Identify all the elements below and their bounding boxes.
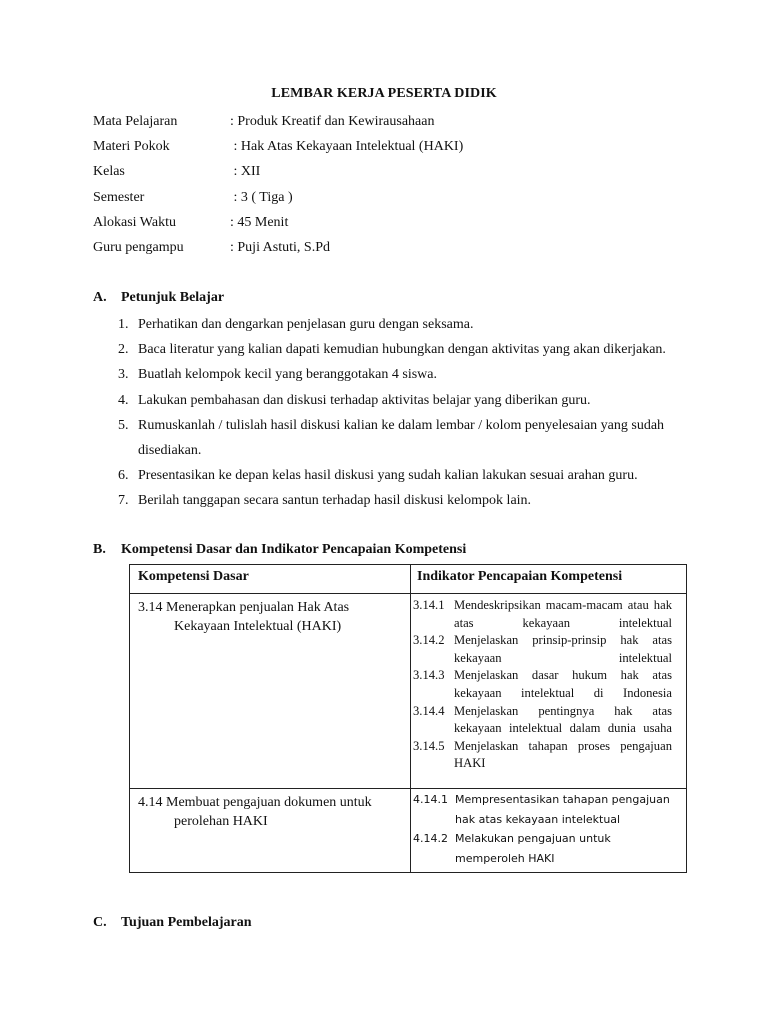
competency-line: 3.14 Menerapkan penjualan Hak Atas <box>138 600 350 615</box>
list-number: 4. <box>118 392 129 408</box>
indicator-item <box>413 790 682 829</box>
indicator-code: 3.14.5 <box>413 738 445 753</box>
instruction-list <box>118 312 698 514</box>
meta-label: Semester <box>93 189 145 205</box>
section-letter: B. <box>93 542 106 557</box>
list-text: Presentasikan ke depan kelas hasil diskusi yang sudah kalian lakukan sesuai arahan guru. <box>138 468 638 484</box>
table-header: Kompetensi Dasar <box>130 565 411 594</box>
meta-row <box>93 238 463 263</box>
meta-value: : Produk Kreatif dan Kewirausahaan <box>230 114 435 129</box>
indicator-item <box>413 667 672 702</box>
list-item <box>118 388 698 413</box>
list-number: 1. <box>118 317 129 332</box>
meta-block <box>93 112 463 263</box>
competency-line: 4.14 Membuat pengajuan dokumen untuk <box>138 795 372 810</box>
meta-label: Materi Pokok <box>93 139 170 155</box>
list-text: Rumuskanlah / tulislah hasil diskusi kalian ke dalam lembar / kolom penyelesaian yang sudah disediakan. <box>138 417 665 459</box>
indicator-text: Mendeskripsikan macam-macam atau hak atas kekayaan intelektual <box>454 598 672 630</box>
section-title: Tujuan Pembelajaran <box>121 915 252 930</box>
indicator-text: Mempresentasikan tahapan pengajuan hak atas kekayaan intelektual <box>455 793 670 826</box>
indicator-list <box>411 789 686 872</box>
list-item <box>118 337 698 362</box>
meta-row <box>93 112 463 137</box>
meta-label: Alokasi Waktu <box>93 214 176 230</box>
indicator-text: Menjelaskan tahapan proses pengajuan HAKI <box>454 738 672 771</box>
list-item <box>118 312 698 337</box>
indicator-code: 3.14.1 <box>413 598 445 612</box>
section-a-heading <box>93 288 224 307</box>
meta-value: : 3 ( Tiga ) <box>230 189 293 205</box>
indicator-code: 4.14.2 <box>413 832 448 845</box>
list-item <box>118 362 698 387</box>
indicator-code: 3.14.4 <box>413 703 445 718</box>
list-number: 2. <box>118 342 129 358</box>
list-number: 3. <box>118 367 129 383</box>
indicator-text: Menjelaskan prinsip-prinsip hak atas kekayaan intelektual <box>454 633 672 665</box>
indicator-item <box>413 703 672 738</box>
meta-label: Kelas <box>93 164 125 180</box>
competency-line: perolehan HAKI <box>174 814 268 829</box>
competency-line: Kekayaan Intelektual (HAKI) <box>174 619 342 634</box>
meta-value: : XII <box>230 164 261 180</box>
indicator-code: 3.14.2 <box>413 633 445 648</box>
meta-label: Guru pengampu <box>93 239 184 255</box>
list-item <box>118 463 698 488</box>
meta-value: : 45 Menit <box>230 214 289 230</box>
section-title: Kompetensi Dasar dan Indikator Pencapaian Kompetensi <box>121 542 467 557</box>
competency-table <box>129 564 687 873</box>
section-letter: C. <box>93 915 107 930</box>
meta-row <box>93 137 463 162</box>
indicator-item <box>413 738 672 773</box>
list-item <box>118 488 698 513</box>
table-cell <box>130 789 411 873</box>
list-number: 7. <box>118 493 129 509</box>
section-b-heading <box>93 540 466 559</box>
section-c-heading <box>93 913 252 932</box>
list-text: Buatlah kelompok kecil yang beranggotakan 4 siswa. <box>138 367 437 383</box>
document-title: LEMBAR KERJA PESERTA DIDIK <box>271 86 497 101</box>
table-header: Indikator Pencapaian Kompetensi <box>411 565 687 594</box>
indicator-text: Melakukan pengajuan untuk memperoleh HAKI <box>455 832 611 865</box>
section-title: Petunjuk Belajar <box>121 290 225 305</box>
indicator-item <box>413 597 672 632</box>
table-cell <box>411 789 687 873</box>
list-number: 5. <box>118 417 129 433</box>
meta-value: : Hak Atas Kekayaan Intelektual (HAKI) <box>230 139 464 155</box>
list-text: Berilah tanggapan secara santun terhadap hasil diskusi kelompok lain. <box>138 493 532 509</box>
table-header-row <box>130 565 687 594</box>
table-cell <box>130 594 411 789</box>
meta-label: Mata Pelajaran <box>93 114 178 129</box>
list-text: Baca literatur yang kalian dapati kemudian hubungkan dengan aktivitas yang akan dikerjakan. <box>138 342 666 358</box>
indicator-code: 3.14.3 <box>413 668 445 683</box>
meta-row <box>93 162 463 187</box>
list-text: Lakukan pembahasan dan diskusi terhadap aktivitas belajar yang diberikan guru. <box>138 392 591 408</box>
table-row <box>130 594 687 789</box>
indicator-text: Menjelaskan pentingnya hak atas kekayaan intelektual dalam dunia usaha <box>454 703 672 736</box>
meta-row <box>93 188 463 213</box>
indicator-list <box>411 594 686 777</box>
list-item <box>118 413 698 463</box>
list-text: Perhatikan dan dengarkan penjelasan guru dengan seksama. <box>138 317 474 332</box>
section-letter: A. <box>93 290 107 305</box>
indicator-item <box>413 632 672 667</box>
table-cell <box>411 594 687 789</box>
basic-competency <box>130 789 410 831</box>
list-number: 6. <box>118 468 129 484</box>
indicator-text: Menjelaskan dasar hukum hak atas kekayaan intelektual di Indonesia <box>454 668 672 700</box>
basic-competency <box>130 594 410 636</box>
indicator-item <box>413 829 682 868</box>
meta-row <box>93 213 463 238</box>
table-row <box>130 789 687 873</box>
meta-value: : Puji Astuti, S.Pd <box>230 239 330 255</box>
indicator-code: 4.14.1 <box>413 793 448 806</box>
